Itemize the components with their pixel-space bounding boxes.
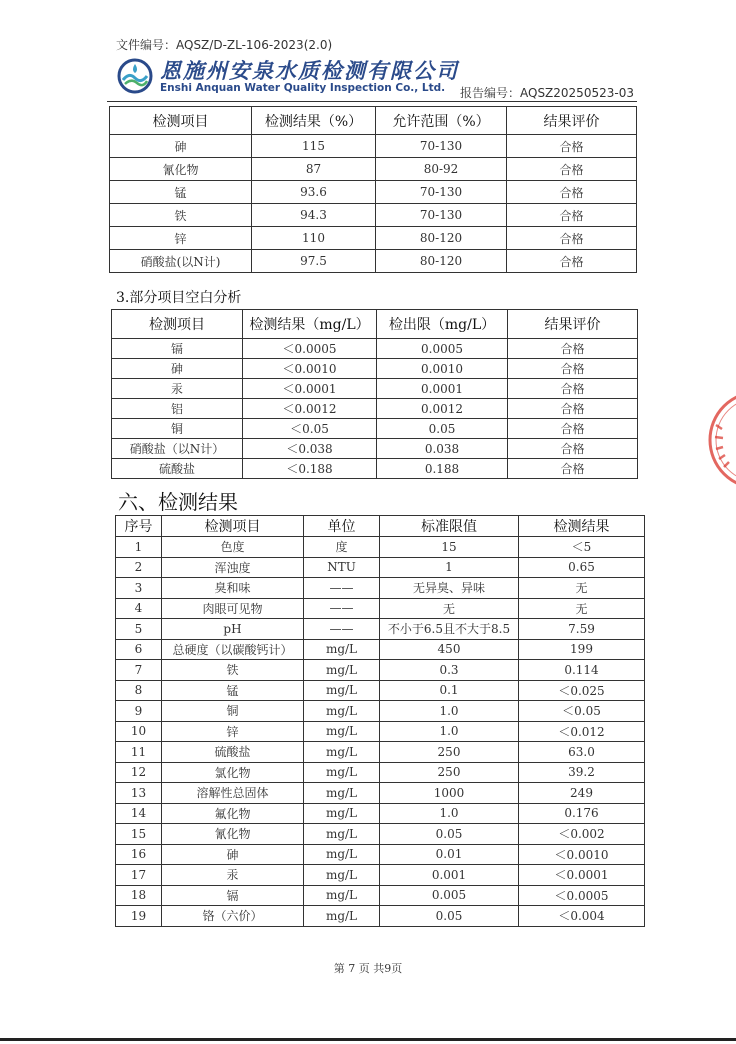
table-row	[116, 537, 645, 558]
table-row	[116, 742, 645, 763]
table-cell: 总硬度（以碳酸钙计）	[162, 639, 304, 660]
table-cell: 0.05	[380, 906, 519, 927]
table-cell: 氰化物	[162, 824, 304, 845]
table-cell: 3	[116, 578, 162, 599]
table-cell: 14	[116, 803, 162, 824]
table-row	[112, 359, 638, 379]
table-cell: 6	[116, 639, 162, 660]
table-cell: ＜0.0012	[243, 399, 377, 419]
column-header: 检测项目	[112, 310, 243, 339]
table-cell: 199	[519, 639, 645, 660]
table-cell: 16	[116, 844, 162, 865]
table-row	[112, 439, 638, 459]
table-cell: 0.65	[519, 557, 645, 578]
table-cell: 70-130	[376, 181, 507, 204]
table-cell: 1.0	[380, 701, 519, 722]
table-cell: mg/L	[304, 701, 380, 722]
table-cell: ＜0.038	[243, 439, 377, 459]
table-cell: 铜	[112, 419, 243, 439]
table-cell: 镉	[112, 339, 243, 359]
table-cell: mg/L	[304, 762, 380, 783]
table-row	[116, 885, 645, 906]
table-cell: ＜0.188	[243, 459, 377, 479]
table-cell: 合格	[507, 250, 637, 273]
table-cell: 250	[380, 762, 519, 783]
table-cell: 0.05	[380, 824, 519, 845]
column-header: 单位	[304, 516, 380, 537]
official-seal-stamp	[702, 385, 736, 495]
table-row	[110, 181, 637, 204]
report-number: 报告编号：AQSZ20250523-03	[460, 86, 634, 100]
table-cell: mg/L	[304, 721, 380, 742]
table-cell: 0.176	[519, 803, 645, 824]
table-cell: 8	[116, 680, 162, 701]
table-cell: ＜5	[519, 537, 645, 558]
table-row	[110, 227, 637, 250]
table-cell: 0.0001	[377, 379, 508, 399]
table-cell: 合格	[508, 379, 638, 399]
test-results-table	[115, 515, 645, 927]
table-row	[110, 135, 637, 158]
table-cell: ＜0.0010	[243, 359, 377, 379]
table-cell: 450	[380, 639, 519, 660]
table-cell: 97.5	[252, 250, 376, 273]
table-cell: 80-120	[376, 227, 507, 250]
table-cell: 9	[116, 701, 162, 722]
table-cell: mg/L	[304, 865, 380, 886]
column-header: 序号	[116, 516, 162, 537]
table-row	[116, 660, 645, 681]
table-cell: 0.3	[380, 660, 519, 681]
table-cell: 合格	[508, 439, 638, 459]
table-row	[110, 158, 637, 181]
table-row	[116, 619, 645, 640]
table-cell: 1.0	[380, 721, 519, 742]
table-cell: ＜0.0005	[519, 885, 645, 906]
page-number: 第 7 页 共9页	[333, 962, 403, 975]
table-cell: 合格	[507, 135, 637, 158]
table-cell: 2	[116, 557, 162, 578]
table-row	[116, 721, 645, 742]
table-cell: 63.0	[519, 742, 645, 763]
table-cell: 铜	[162, 701, 304, 722]
table-row	[116, 865, 645, 886]
table-cell: 砷	[110, 135, 252, 158]
table-cell: 砷	[162, 844, 304, 865]
table-cell: 115	[252, 135, 376, 158]
table-row	[116, 639, 645, 660]
table-cell: mg/L	[304, 803, 380, 824]
bottom-border	[0, 1038, 736, 1041]
table-cell: 合格	[507, 227, 637, 250]
table-cell: 合格	[508, 399, 638, 419]
table-cell: 铬（六价）	[162, 906, 304, 927]
table-cell: 镉	[162, 885, 304, 906]
table-cell: 锰	[110, 181, 252, 204]
table-cell: 合格	[507, 158, 637, 181]
column-header: 标准限值	[380, 516, 519, 537]
table-cell: 硫酸盐	[112, 459, 243, 479]
column-header: 检出限（mg/L）	[377, 310, 508, 339]
table-cell: pH	[162, 619, 304, 640]
table-cell: 7.59	[519, 619, 645, 640]
table-cell: 汞	[112, 379, 243, 399]
table-cell: 4	[116, 598, 162, 619]
table-cell: 0.038	[377, 439, 508, 459]
table-cell: 0.0012	[377, 399, 508, 419]
table-cell: 1.0	[380, 803, 519, 824]
table-cell: 93.6	[252, 181, 376, 204]
column-header: 检测项目	[162, 516, 304, 537]
table-cell: ——	[304, 598, 380, 619]
table-cell: 70-130	[376, 204, 507, 227]
table-row	[112, 419, 638, 439]
table-cell: 无	[519, 598, 645, 619]
section-title-blank-analysis: 3.部分项目空白分析	[116, 290, 242, 306]
table-row	[112, 459, 638, 479]
table-cell: 15	[380, 537, 519, 558]
table-cell: 合格	[508, 359, 638, 379]
table-cell: 110	[252, 227, 376, 250]
table-cell: 无	[519, 578, 645, 599]
table-cell: 11	[116, 742, 162, 763]
table-cell: mg/L	[304, 906, 380, 927]
table-cell: 249	[519, 783, 645, 804]
table-cell: 80-120	[376, 250, 507, 273]
table-cell: mg/L	[304, 639, 380, 660]
table-cell: 肉眼可见物	[162, 598, 304, 619]
table-cell: 锰	[162, 680, 304, 701]
column-header: 检测结果	[519, 516, 645, 537]
table-cell: 氯化物	[162, 762, 304, 783]
table-cell: ＜0.0010	[519, 844, 645, 865]
table-cell: ＜0.004	[519, 906, 645, 927]
table-cell: 硝酸盐(以N计)	[110, 250, 252, 273]
table-row	[116, 701, 645, 722]
table-row	[112, 379, 638, 399]
table-cell: 度	[304, 537, 380, 558]
company-logo-icon	[117, 58, 153, 94]
table-row	[116, 803, 645, 824]
table-cell: 铁	[162, 660, 304, 681]
recovery-rate-table	[109, 106, 637, 273]
table-cell: ＜0.025	[519, 680, 645, 701]
table-cell: mg/L	[304, 660, 380, 681]
table-cell: 铝	[112, 399, 243, 419]
table-cell: 1000	[380, 783, 519, 804]
table-cell: 合格	[507, 204, 637, 227]
table-cell: 合格	[508, 459, 638, 479]
table-cell: 94.3	[252, 204, 376, 227]
table-cell: 10	[116, 721, 162, 742]
table-row	[112, 399, 638, 419]
table-cell: 0.01	[380, 844, 519, 865]
table-cell: ＜0.05	[519, 701, 645, 722]
table-cell: mg/L	[304, 824, 380, 845]
table-cell: 铁	[110, 204, 252, 227]
company-name-cn: 恩施州安泉水质检测有限公司	[160, 58, 459, 83]
table-cell: 氰化物	[110, 158, 252, 181]
column-header: 检测结果（%）	[252, 107, 376, 135]
blank-analysis-table	[111, 309, 638, 479]
table-cell: 0.188	[377, 459, 508, 479]
table-header-row	[112, 310, 638, 339]
column-header: 检测结果（mg/L）	[243, 310, 377, 339]
table-cell: 硫酸盐	[162, 742, 304, 763]
table-cell: ＜0.0001	[243, 379, 377, 399]
table-cell: 19	[116, 906, 162, 927]
table-cell: ＜0.05	[243, 419, 377, 439]
table-cell: 硝酸盐（以N计）	[112, 439, 243, 459]
table-cell: mg/L	[304, 783, 380, 804]
table-cell: 锌	[110, 227, 252, 250]
table-cell: 合格	[508, 419, 638, 439]
table-cell: 15	[116, 824, 162, 845]
table-cell: 0.0005	[377, 339, 508, 359]
table-cell: ＜0.0005	[243, 339, 377, 359]
table-cell: 0.0010	[377, 359, 508, 379]
table-row	[110, 204, 637, 227]
table-header-row	[116, 516, 645, 537]
table-cell: 不小于6.5且不大于8.5	[380, 619, 519, 640]
table-cell: 氟化物	[162, 803, 304, 824]
table-cell: 1	[380, 557, 519, 578]
table-cell: 13	[116, 783, 162, 804]
table-row	[116, 680, 645, 701]
table-cell: ——	[304, 619, 380, 640]
table-cell: 1	[116, 537, 162, 558]
table-row	[110, 250, 637, 273]
company-name-en: Enshi Anquan Water Quality Inspection Co., Ltd.	[160, 82, 446, 94]
table-cell: NTU	[304, 557, 380, 578]
table-cell: 溶解性总固体	[162, 783, 304, 804]
table-cell: 浑浊度	[162, 557, 304, 578]
table-row	[116, 598, 645, 619]
table-cell: 87	[252, 158, 376, 181]
table-header-row	[110, 107, 637, 135]
table-row	[112, 339, 638, 359]
table-cell: 18	[116, 885, 162, 906]
table-cell: 39.2	[519, 762, 645, 783]
table-cell: mg/L	[304, 844, 380, 865]
table-cell: 7	[116, 660, 162, 681]
table-cell: ＜0.012	[519, 721, 645, 742]
table-cell: ＜0.0001	[519, 865, 645, 886]
table-cell: 砷	[112, 359, 243, 379]
table-cell: 0.001	[380, 865, 519, 886]
table-row	[116, 557, 645, 578]
table-row	[116, 824, 645, 845]
header-divider	[107, 101, 637, 102]
table-cell: 臭和味	[162, 578, 304, 599]
table-row	[116, 906, 645, 927]
table-cell: 0.114	[519, 660, 645, 681]
document-number: 文件编号：AQSZ/D-ZL-106-2023(2.0)	[116, 38, 333, 52]
table-cell: mg/L	[304, 680, 380, 701]
table-cell: 0.1	[380, 680, 519, 701]
table-cell: ＜0.002	[519, 824, 645, 845]
table-cell: mg/L	[304, 885, 380, 906]
table-cell: 无异臭、异味	[380, 578, 519, 599]
column-header: 允许范围（%）	[376, 107, 507, 135]
table-cell: 70-130	[376, 135, 507, 158]
table-cell: 色度	[162, 537, 304, 558]
table-cell: 锌	[162, 721, 304, 742]
column-header: 结果评价	[507, 107, 637, 135]
table-cell: 0.05	[377, 419, 508, 439]
table-cell: 250	[380, 742, 519, 763]
table-cell: 合格	[508, 339, 638, 359]
table-row	[116, 578, 645, 599]
table-cell: 合格	[507, 181, 637, 204]
table-cell: 汞	[162, 865, 304, 886]
column-header: 检测项目	[110, 107, 252, 135]
table-cell: mg/L	[304, 742, 380, 763]
table-cell: 17	[116, 865, 162, 886]
column-header: 结果评价	[508, 310, 638, 339]
table-cell: 无	[380, 598, 519, 619]
section-title-test-results: 六、检测结果	[118, 490, 238, 514]
table-cell: 5	[116, 619, 162, 640]
table-row	[116, 783, 645, 804]
table-cell: 0.005	[380, 885, 519, 906]
table-cell: 12	[116, 762, 162, 783]
table-row	[116, 762, 645, 783]
table-cell: ——	[304, 578, 380, 599]
table-cell: 80-92	[376, 158, 507, 181]
table-row	[116, 844, 645, 865]
